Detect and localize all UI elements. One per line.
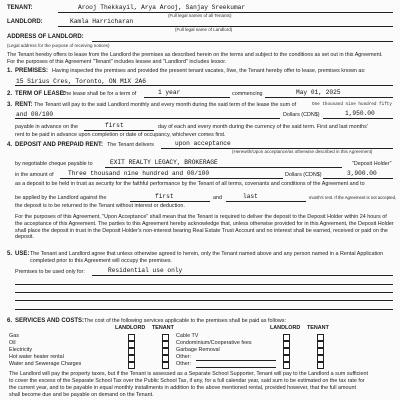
s6-text: The cost of the following services applicable to the premises shall be paid as follows: bbox=[84, 318, 286, 324]
use-extra-line-2 bbox=[15, 292, 393, 293]
s2-text-b: commencing bbox=[232, 91, 263, 97]
s1-text: Having inspected the premises and provided the present tenant vacates, I/we, the Tenant hereby offer to lease, premises known as: bbox=[52, 68, 366, 74]
use-underline bbox=[92, 275, 393, 276]
hot-water-landlord-checkbox[interactable] bbox=[128, 355, 135, 362]
other-1-underline bbox=[196, 360, 276, 361]
intro-line-1: The Tenant hereby offers to lease from the Landlord the premises as described herein on the terms and subject to the conditions as set out in this Agreement. bbox=[7, 52, 383, 58]
s4-text-g: the deposit is to be returned to the Tenant without interest or deduction. bbox=[15, 203, 185, 209]
service-gas-label: Gas bbox=[9, 333, 19, 339]
service-oil-label: Oil bbox=[9, 340, 16, 346]
condo-fees-tenant-checkbox[interactable] bbox=[317, 341, 324, 348]
start-date-underline bbox=[265, 97, 393, 98]
s4-number: 4. bbox=[7, 142, 13, 148]
electricity-tenant-checkbox[interactable] bbox=[162, 348, 169, 355]
s4-text-and: and bbox=[213, 195, 222, 201]
gas-landlord-checkbox[interactable] bbox=[128, 334, 135, 341]
s6-number: 6. bbox=[7, 318, 13, 324]
applied-last-underline bbox=[226, 201, 306, 202]
upon-acceptance-paragraph: For the purposes of this Agreement, "Upon Acceptance" shall mean that the Tenant is required to deliver the deposit to the Deposit Holder within 24 hours of the acceptance of this Agreement. The parties to this Agreement hereby acknowledge that, unless otherwise provided for in this Agreement, the Deposit Holder shall place the deposit in trust in the Deposit Holder's non-interest bearing Real Estate Trust Account and no interest shall be earned, received or paid on the deposit. bbox=[15, 214, 394, 241]
applied-first-value[interactable]: first bbox=[155, 193, 174, 200]
garbage-landlord-checkbox[interactable] bbox=[283, 348, 290, 355]
s2-title: TERM OF LEASE: bbox=[15, 91, 66, 97]
use-extra-line-4 bbox=[15, 309, 393, 310]
address-underline bbox=[92, 41, 393, 42]
s3-text-c: day of each and every month during the currency of the said term. First and last months' bbox=[158, 124, 368, 130]
deposit-holder-value[interactable]: EXIT REALTY LEGACY, BROKERAGE bbox=[110, 159, 218, 166]
left-col-landlord: LANDLORD bbox=[115, 325, 146, 331]
service-condo-fees-label: Condominium/Cooperative fees bbox=[176, 340, 252, 346]
other-2-tenant-checkbox[interactable] bbox=[317, 362, 324, 369]
taxes-line-4: shall become due and be payable on demand on the Tenant. bbox=[9, 392, 154, 398]
service-other-2-label: Other: bbox=[176, 361, 191, 367]
service-cable-tv-label: Cable TV bbox=[176, 333, 199, 339]
service-hot-water-label: Hot water heater rental bbox=[9, 354, 64, 360]
premises-underline bbox=[15, 85, 393, 86]
s4-text-a: The Tenant delivers bbox=[107, 142, 154, 148]
service-garbage-label: Garbage Removal bbox=[176, 347, 220, 353]
rent-day-underline bbox=[84, 130, 154, 131]
premises-value[interactable]: 15 Sirius Cres, Toronto, ON M1X 2A6 bbox=[16, 78, 146, 85]
gas-tenant-checkbox[interactable] bbox=[162, 334, 169, 341]
deposit-amount-value[interactable]: 3,900.00 bbox=[347, 170, 377, 177]
taxes-line-2: to cover the excess of the Separate School Tax over the Public School Tax, if any, for a full calendar year, said sum to be estimated on the tax rate for bbox=[9, 378, 365, 384]
right-col-landlord: LANDLORD bbox=[270, 325, 301, 331]
term-underline bbox=[144, 97, 230, 98]
service-other-1-label: Other: bbox=[176, 354, 191, 360]
other-2-landlord-checkbox[interactable] bbox=[283, 362, 290, 369]
condo-fees-landlord-checkbox[interactable] bbox=[283, 341, 290, 348]
cable-tv-landlord-checkbox[interactable] bbox=[283, 334, 290, 341]
other-2-underline bbox=[196, 367, 276, 368]
landlord-value[interactable]: Kamla Harricharan bbox=[70, 18, 134, 25]
applied-last-value[interactable]: last bbox=[243, 193, 258, 200]
s1-number: 1. bbox=[7, 68, 13, 74]
s1-title: PREMISES: bbox=[15, 68, 49, 74]
rent-day-value[interactable]: first bbox=[105, 122, 124, 129]
s4-title: DEPOSIT AND PREPAID RENT: bbox=[15, 142, 104, 148]
s4-text-f: month's rent. If the Agreement is not accepted, bbox=[309, 195, 397, 200]
use-extra-line-3 bbox=[15, 300, 393, 301]
taxes-line-3: the current year, and to be payable in equal monthly installments in addition to the above mentioned rental, provided however, that the full amount bbox=[9, 385, 357, 391]
deposit-delivery-value[interactable]: upon acceptance bbox=[175, 140, 231, 147]
service-electricity-label: Electricity bbox=[9, 347, 33, 353]
start-date-value[interactable]: May 01, 2025 bbox=[296, 89, 341, 96]
s3-title: RENT: bbox=[15, 102, 33, 108]
deposit-amount-underline bbox=[323, 178, 393, 179]
other-1-tenant-checkbox[interactable] bbox=[317, 355, 324, 362]
use-value[interactable]: Residential use only bbox=[108, 267, 183, 274]
s3-number: 3. bbox=[7, 102, 13, 108]
rent-amount-underline bbox=[323, 118, 393, 119]
oil-landlord-checkbox[interactable] bbox=[128, 341, 135, 348]
s3-text-a: The Tenant will pay to the said Landlord monthly and every month during the said term of the lease the sum of bbox=[34, 102, 297, 108]
rent-amount-value[interactable]: 1,950.00 bbox=[345, 110, 375, 117]
landlord-label: LANDLORD: bbox=[7, 19, 43, 25]
electricity-landlord-checkbox[interactable] bbox=[128, 348, 135, 355]
service-water-sewerage-label: Water and Sewerage Charges bbox=[9, 361, 82, 367]
s2-text-a: The lease shall be for a term of bbox=[62, 91, 137, 97]
tenant-value[interactable]: Arooj Thekkayil, Arya Arooj, Sanjay Sreekumar bbox=[78, 4, 246, 11]
applied-first-underline bbox=[130, 201, 210, 202]
deposit-dollars-label: Dollars (CDN$) bbox=[285, 172, 322, 178]
rent-dollars-label: Dollars (CDN$) bbox=[283, 112, 320, 118]
use-label: Premises to be used only for: bbox=[15, 269, 85, 275]
s5-text: The Tenant and Landlord agree that unless otherwise agreed to herein, only the Tenant named above and any person named in a Rental Application completed prior to this Agreement will occupy the premises. bbox=[30, 251, 384, 264]
oil-tenant-checkbox[interactable] bbox=[162, 341, 169, 348]
s4-text-d: as a deposit to be held in trust as security for the faithful performance by the Tenant of all terms, covenants and conditions of the Agreement and to bbox=[15, 181, 365, 187]
deposit-holder-underline bbox=[105, 167, 342, 168]
s2-number: 2. bbox=[7, 91, 13, 97]
address-label: ADDRESS OF LANDLORD: bbox=[7, 34, 84, 40]
hot-water-tenant-checkbox[interactable] bbox=[162, 355, 169, 362]
s3-text-d: rent to be paid in advance upon completion or date of occupancy, whichever comes first. bbox=[15, 132, 226, 138]
s5-title: USE: bbox=[15, 251, 30, 257]
landlord-hint: (Full legal name of Landlord) bbox=[175, 27, 233, 32]
rent-words-b[interactable]: and 00/100 bbox=[16, 111, 54, 118]
intro-line-2: For the purposes of this Agreement "Tenant" includes lessee and "Landlord" includes lessor. bbox=[7, 59, 227, 65]
garbage-tenant-checkbox[interactable] bbox=[317, 348, 324, 355]
water-sewerage-tenant-checkbox[interactable] bbox=[162, 362, 169, 369]
s4-text-b: by negotiable cheque payable to bbox=[15, 161, 93, 167]
address-hint: (Legal address for the purpose of receiving notices) bbox=[7, 43, 110, 48]
taxes-line-1: The Landlord will pay the property taxes, but if the Tenant is assessed as a Separate School Supporter, Tenant will pay to the Landlord a sum sufficient bbox=[9, 371, 368, 377]
deposit-words-underline bbox=[60, 178, 283, 179]
use-extra-line-1 bbox=[15, 284, 393, 285]
tenant-label: TENANT: bbox=[7, 5, 33, 11]
s4-text-c: in the amount of bbox=[15, 172, 54, 178]
rent-words-underline bbox=[15, 118, 280, 119]
s6-title: SERVICES AND COSTS: bbox=[15, 318, 85, 324]
deposit-holder-label: "Deposit Holder" bbox=[352, 161, 392, 167]
tenant-hint: (Full legal names of all Tenants) bbox=[168, 13, 232, 18]
term-value[interactable]: 1 year bbox=[158, 89, 181, 96]
s3-text-b: payable in advance on the bbox=[15, 124, 78, 130]
right-col-tenant: TENANT bbox=[307, 325, 329, 331]
cable-tv-tenant-checkbox[interactable] bbox=[317, 334, 324, 341]
s4-text-e: be applied by the Landlord against the bbox=[15, 195, 107, 201]
other-1-landlord-checkbox[interactable] bbox=[283, 355, 290, 362]
rent-words-a[interactable]: One thousand nine hundred fifty bbox=[312, 102, 392, 107]
left-col-tenant: TENANT bbox=[152, 325, 174, 331]
deposit-words-value[interactable]: Three thousand nine hundred and 00/100 bbox=[68, 170, 210, 177]
deposit-delivery-hint: (Herewith/Upon acceptance/as otherwise described in this Agreement) bbox=[232, 149, 373, 154]
s5-number: 5. bbox=[7, 251, 13, 257]
water-sewerage-landlord-checkbox[interactable] bbox=[128, 362, 135, 369]
